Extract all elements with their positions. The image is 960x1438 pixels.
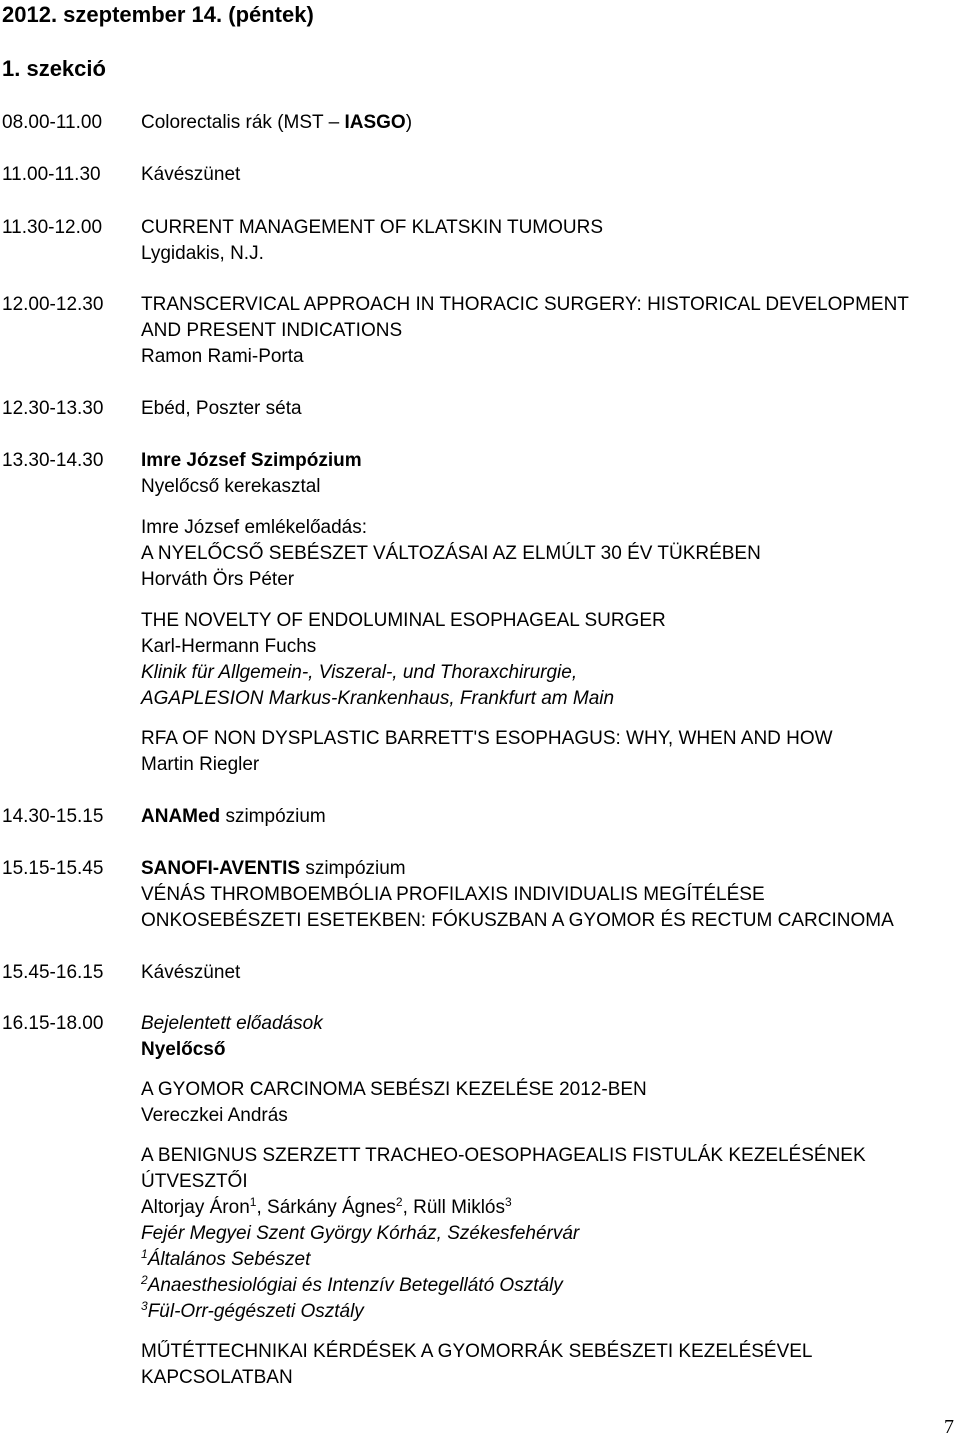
time-slot: 15.15-15.45 <box>2 858 104 879</box>
speaker: Horváth Örs Péter <box>141 569 295 590</box>
talk-title: VÉNÁS THROMBOEMBÓLIA PROFILAXIS INDIVIDUALIS MEGÍTÉLÉSE <box>141 884 765 905</box>
speaker: Lygidakis, N.J. <box>141 243 264 264</box>
session-title: Kávészünet <box>141 164 241 185</box>
talk-title-continued: ONKOSEBÉSZETI ESETEKBEN: FÓKUSZBAN A GYOMOR ÉS RECTUM CARCINOMA <box>141 910 894 931</box>
speaker: Ramon Rami-Porta <box>141 346 304 367</box>
talk-title-continued: AND PRESENT INDICATIONS <box>141 320 403 341</box>
talk-title: TRANSCERVICAL APPROACH IN THORACIC SURGERY: HISTORICAL DEVELOPMENT <box>141 294 909 315</box>
speaker: Vereczkei András <box>141 1105 288 1126</box>
talk-title-continued: KAPCSOLATBAN <box>141 1367 293 1388</box>
talk-title: RFA OF NON DYSPLASTIC BARRETT'S ESOPHAGUS: WHY, WHEN AND HOW <box>141 728 833 749</box>
symposium-subtitle: Nyelőcső kerekasztal <box>141 476 321 497</box>
session-title: Kávészünet <box>141 962 241 983</box>
affiliation: $^2$Anaesthesiológiai és Intenzív Betegellátó Osztály <box>141 1273 563 1296</box>
time-slot: 13.30-14.30 <box>2 450 104 471</box>
session-title: Colorectalis rák (MST – IASGO) <box>141 112 413 133</box>
talk-title-continued: ÚTVESZTŐI <box>141 1171 248 1192</box>
talk-title: CURRENT MANAGEMENT OF KLATSKIN TUMOURS <box>141 217 604 238</box>
speaker: Martin Riegler <box>141 754 260 775</box>
time-slot: 11.30-12.00 <box>2 217 103 238</box>
time-slot: 12.30-13.30 <box>2 398 104 419</box>
time-slot: 14.30-15.15 <box>2 806 104 827</box>
section-title: 1. szekció <box>2 56 106 81</box>
affiliation: $^1$Általános Sebészet <box>141 1247 311 1270</box>
affiliation: Fejér Megyei Szent György Kórház, Székesfehérvár <box>141 1223 580 1244</box>
talk-title: A NYELŐCSŐ SEBÉSZET VÁLTOZÁSAI AZ ELMÚLT 30 ÉV TÜKRÉBEN <box>141 543 761 564</box>
session-topic: Nyelőcső <box>141 1039 226 1060</box>
symposium-title: Imre József Szimpózium <box>141 450 362 471</box>
talk-title: MŰTÉTTECHNIKAI KÉRDÉSEK A GYOMORRÁK SEBÉSZETI KEZELÉSÉVEL <box>141 1341 813 1362</box>
affiliation: Klinik für Allgemein-, Viszeral-, und Thoraxchirurgie, <box>141 662 578 683</box>
symposium-title: SANOFI-AVENTIS szimpózium <box>141 858 406 879</box>
speaker-list: Altorjay Áron$^1$, Sárkány Ágnes$^2$, Rüll Miklós$^3$ <box>141 1195 512 1218</box>
talk-title: THE NOVELTY OF ENDOLUMINAL ESOPHAGEAL SURGER <box>141 610 666 631</box>
memorial-lecture-label: Imre József emlékelőadás: <box>141 517 367 538</box>
talk-title: A BENIGNUS SZERZETT TRACHEO-OESOPHAGEALIS FISTULÁK KEZELÉSÉNEK <box>141 1145 866 1166</box>
time-slot: 16.15-18.00 <box>2 1013 104 1034</box>
program-date: 2012. szeptember 14. (péntek) <box>2 2 314 27</box>
speaker: Karl-Hermann Fuchs <box>141 636 317 657</box>
time-slot: 12.00-12.30 <box>2 294 104 315</box>
symposium-title: ANAMed szimpózium <box>141 806 326 827</box>
time-slot: 15.45-16.15 <box>2 962 104 983</box>
session-title: Ebéd, Poszter séta <box>141 398 302 419</box>
time-slot: 08.00-11.00 <box>2 112 103 133</box>
page-number: 7 <box>944 1416 954 1438</box>
talk-title: A GYOMOR CARCINOMA SEBÉSZI KEZELÉSE 2012-BEN <box>141 1079 647 1100</box>
affiliation: AGAPLESION Markus-Krankenhaus, Frankfurt am Main <box>141 688 615 709</box>
session-title: Bejelentett előadások <box>141 1013 323 1034</box>
affiliation: $^3$Fül-Orr-gégészeti Osztály <box>141 1299 364 1322</box>
time-slot: 11.00-11.30 <box>2 164 101 185</box>
